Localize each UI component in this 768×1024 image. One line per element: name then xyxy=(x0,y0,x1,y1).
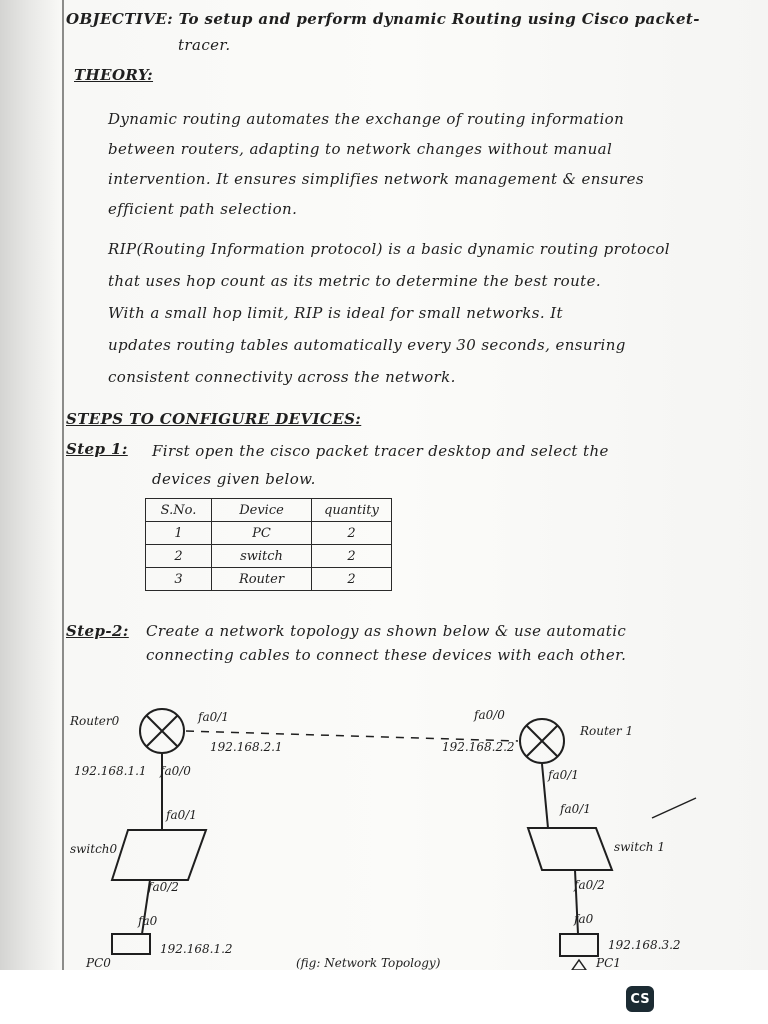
switch0-icon xyxy=(112,830,206,880)
switch0-fa02-label: fa0/2 xyxy=(148,880,179,894)
theory-para2-line4: updates routing tables automatically every 30 seconds, ensuring xyxy=(108,336,626,354)
step1-line1: First open the cisco packet tracer desktop and select the xyxy=(152,442,609,460)
table-cell: 2 xyxy=(146,545,212,568)
pc0-icon xyxy=(112,934,150,954)
switch1-label: switch 1 xyxy=(614,840,665,854)
step1-line2: devices given below. xyxy=(152,470,316,488)
theory-para1-line4: efficient path selection. xyxy=(108,200,298,218)
camscanner-logo: CS xyxy=(626,986,654,1012)
switch1-fa01-label: fa0/1 xyxy=(560,802,591,816)
table-cell: 2 xyxy=(312,568,392,591)
router0-fa01-label: fa0/1 xyxy=(198,710,229,724)
router1-label: Router 1 xyxy=(580,724,634,738)
figure-caption: (fig: Network Topology) xyxy=(296,956,441,970)
switch0-fa01-label: fa0/1 xyxy=(166,808,197,822)
pc1-fa0-label: fa0 xyxy=(574,912,594,926)
table-header-sno: S.No. xyxy=(146,499,212,522)
steps-heading: STEPS TO CONFIGURE DEVICES: xyxy=(66,410,362,428)
pc0-label: PC0 xyxy=(86,956,111,970)
table-header-device: Device xyxy=(212,499,312,522)
pc1-stand-icon xyxy=(572,960,586,970)
theory-heading: THEORY: xyxy=(74,66,154,84)
switch0-label: switch0 xyxy=(70,842,118,856)
theory-para1-line2: between routers, adapting to network changes without manual xyxy=(108,140,613,158)
table-cell: Router xyxy=(212,568,312,591)
objective-line-1: OBJECTIVE: To setup and perform dynamic Routing using Cisco packet- xyxy=(66,10,700,28)
switch1-fa02-label: fa0/2 xyxy=(574,878,605,892)
step2-line1: Create a network topology as shown below & use automatic xyxy=(146,622,627,640)
theory-para2-line5: consistent connectivity across the network. xyxy=(108,368,456,386)
router0-ip2-label: 192.168.2.1 xyxy=(210,740,283,754)
router0-label: Router0 xyxy=(70,714,120,728)
theory-para2-line1: RIP(Routing Information protocol) is a basic dynamic routing protocol xyxy=(108,240,670,258)
pc1-icon xyxy=(560,934,598,956)
router0-fa00-label: fa0/0 xyxy=(160,764,191,778)
step1-label: Step 1: xyxy=(66,440,128,458)
table-cell: PC xyxy=(212,522,312,545)
table-cell: 3 xyxy=(146,568,212,591)
router1-ip2-label: 192.168.2.2 xyxy=(442,740,515,754)
objective-line-2: tracer. xyxy=(178,36,231,54)
theory-para2-line3: With a small hop limit, RIP is ideal for small networks. It xyxy=(108,304,563,322)
router1-fa01-label: fa0/1 xyxy=(548,768,579,782)
theory-para1-line1: Dynamic routing automates the exchange of routing information xyxy=(108,110,625,128)
table-cell: 2 xyxy=(312,522,392,545)
pc1-ip-label: 192.168.3.2 xyxy=(608,938,681,952)
table-cell: switch xyxy=(212,545,312,568)
pc1-label: PC1 xyxy=(596,956,621,970)
table-header-quantity: quantity xyxy=(312,499,392,522)
theory-para1-line3: intervention. It ensures simplifies network management & ensures xyxy=(108,170,644,188)
router0-ip1-label: 192.168.1.1 xyxy=(74,764,147,778)
step2-line2: connecting cables to connect these devices with each other. xyxy=(146,646,627,664)
pc0-fa0-label: fa0 xyxy=(138,914,158,928)
pc0-ip-label: 192.168.1.2 xyxy=(160,942,233,956)
table-cell: 2 xyxy=(312,545,392,568)
switch1-icon xyxy=(528,828,612,870)
theory-para2-line2: that uses hop count as its metric to determine the best route. xyxy=(108,272,602,290)
router1-fa00-label: fa0/0 xyxy=(474,708,505,722)
step2-label: Step-2: xyxy=(66,622,129,640)
stray-pen-stroke xyxy=(652,798,696,818)
table-cell: 1 xyxy=(146,522,212,545)
